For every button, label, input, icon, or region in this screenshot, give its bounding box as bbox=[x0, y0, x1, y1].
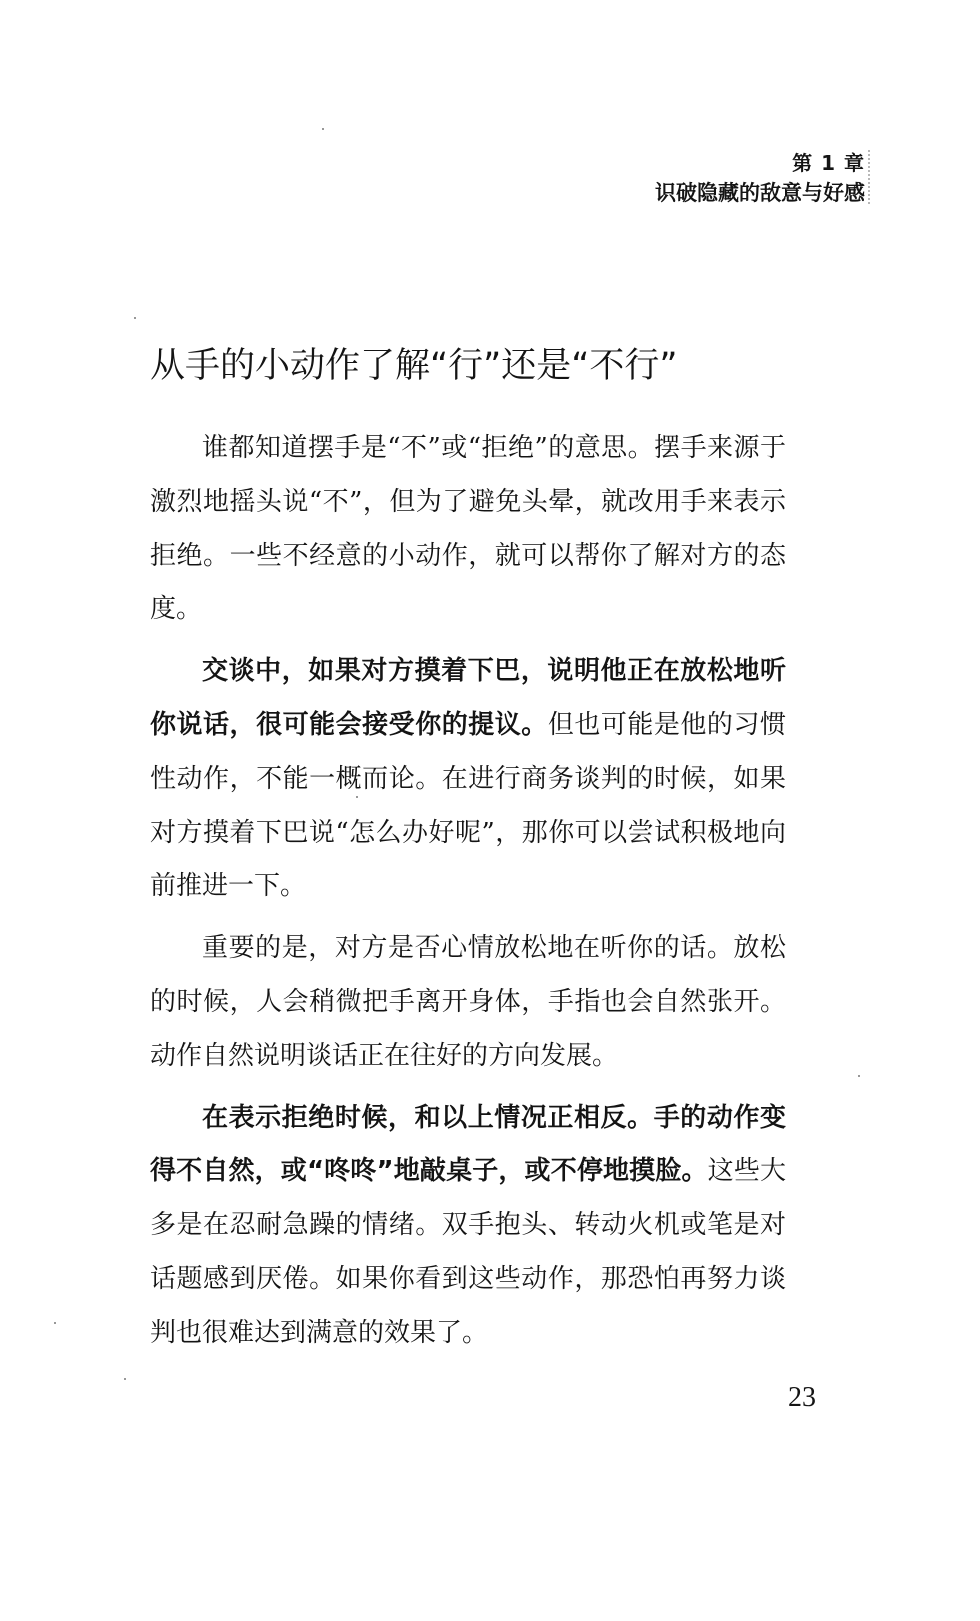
scan-speck bbox=[134, 317, 136, 319]
chapter-title: 识破隐藏的敌意与好感 bbox=[655, 181, 865, 205]
paragraph-2-emphasis: 交谈中，如果对方摸着下巴，说明他正在放松地听你说话，很可能会接受你的提议。 bbox=[150, 656, 786, 740]
paragraph-4 bbox=[150, 1092, 786, 1361]
scan-speck bbox=[124, 1378, 126, 1380]
paragraph-3-text: 重要的是，对方是否心情放松地在听你的话。放松的时候，人会稍微把手离开身体，手指也会自然张开。动作自然说明谈话正在往好的方向发展。 bbox=[150, 933, 786, 1071]
paragraph-2 bbox=[150, 645, 786, 914]
chapter-header bbox=[655, 150, 865, 207]
chapter-number: 第 1 章 bbox=[792, 151, 865, 175]
paragraph-1 bbox=[150, 422, 786, 637]
paragraph-3 bbox=[150, 922, 786, 1083]
scan-speck bbox=[858, 1075, 860, 1077]
page-number: 23 bbox=[788, 1382, 816, 1413]
section-title: 从手的小动作了解“行”还是“不行” bbox=[150, 346, 678, 386]
paragraph-4-text: 这些大多是在忍耐急躁的情绪。双手抱头、转动火机或笔是对话题感到厌倦。如果你看到这些动作，那恐怕再努力谈判也很难达到满意的效果了。 bbox=[150, 1156, 786, 1348]
paragraph-1-text: 谁都知道摆手是“不”或“拒绝”的意思。摆手来源于激烈地摇头说“不”，但为了避免头晕，就改用手来表示拒绝。一些不经意的小动作，就可以帮你了解对方的态度。 bbox=[150, 433, 786, 625]
body-text bbox=[150, 422, 786, 1369]
scan-speck bbox=[322, 128, 324, 130]
paragraph-2-text: 但也可能是他的习惯性动作，不能一概而论。在进行商务谈判的时候，如果对方摸着下巴说“怎么办好呢”，那你可以尝试积极地向前推进一下。 bbox=[150, 709, 786, 902]
paragraph-4-emphasis: 在表示拒绝时候，和以上情况正相反。手的动作变得不自然，或“咚咚”地敲桌子，或不停地摸脸。 bbox=[150, 1102, 786, 1187]
page-edge-mark bbox=[868, 150, 876, 204]
scan-speck bbox=[54, 1322, 56, 1324]
scan-speck bbox=[356, 796, 358, 798]
